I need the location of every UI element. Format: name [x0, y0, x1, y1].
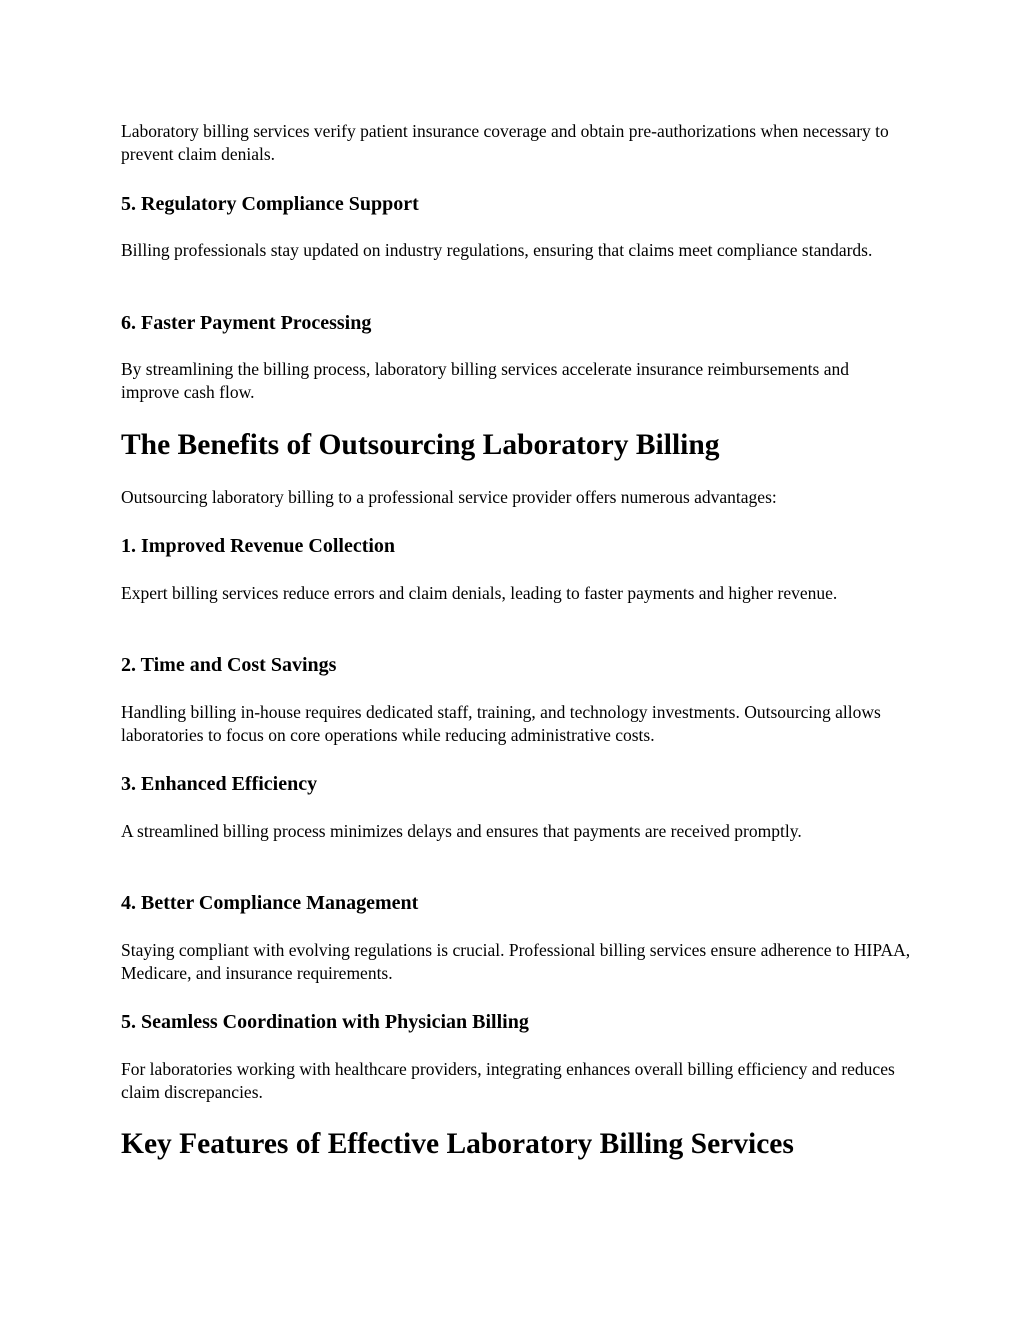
key-features-section-title: Key Features of Effective Laboratory Billing Services	[121, 1128, 794, 1160]
enhanced-efficiency-paragraph: A streamlined billing process minimizes delays and ensures that payments are received promptly.	[121, 821, 802, 841]
faster-payment-paragraph: By streamlining the billing process, laboratory billing services accelerate insurance reimbursements and improve cash flow.	[121, 359, 849, 402]
compliance-management-heading: 4. Better Compliance Management	[121, 892, 419, 914]
benefits-section-title: The Benefits of Outsourcing Laboratory Billing	[121, 429, 720, 461]
intro-paragraph: Laboratory billing services verify patient insurance coverage and obtain pre-authorizations when necessary to prevent claim denials.	[121, 121, 889, 164]
improved-revenue-heading: 1. Improved Revenue Collection	[121, 535, 396, 557]
improved-revenue-paragraph: Expert billing services reduce errors and claim denials, leading to faster payments and higher revenue.	[121, 583, 838, 603]
time-cost-savings-heading: 2. Time and Cost Savings	[121, 654, 337, 676]
compliance-management-paragraph: Staying compliant with evolving regulations is crucial. Professional billing services ensure adherence to HIPAA, Medicare, and insurance requirements.	[121, 940, 911, 983]
enhanced-efficiency-heading: 3. Enhanced Efficiency	[121, 773, 318, 795]
faster-payment-heading: 6. Faster Payment Processing	[121, 312, 372, 334]
physician-coordination-heading: 5. Seamless Coordination with Physician Billing	[121, 1011, 529, 1033]
benefits-intro-paragraph: Outsourcing laboratory billing to a professional service provider offers numerous advantages:	[121, 487, 777, 507]
regulatory-compliance-paragraph: Billing professionals stay updated on industry regulations, ensuring that claims meet compliance standards.	[121, 240, 873, 260]
regulatory-compliance-heading: 5. Regulatory Compliance Support	[121, 193, 419, 215]
physician-coordination-paragraph: For laboratories working with healthcare providers, integrating enhances overall billing efficiency and reduces claim discrepancies.	[121, 1059, 895, 1102]
time-cost-savings-paragraph: Handling billing in-house requires dedicated staff, training, and technology investments. Outsourcing allows laboratories to focus on core operations while reducing administrative costs.	[121, 702, 881, 745]
